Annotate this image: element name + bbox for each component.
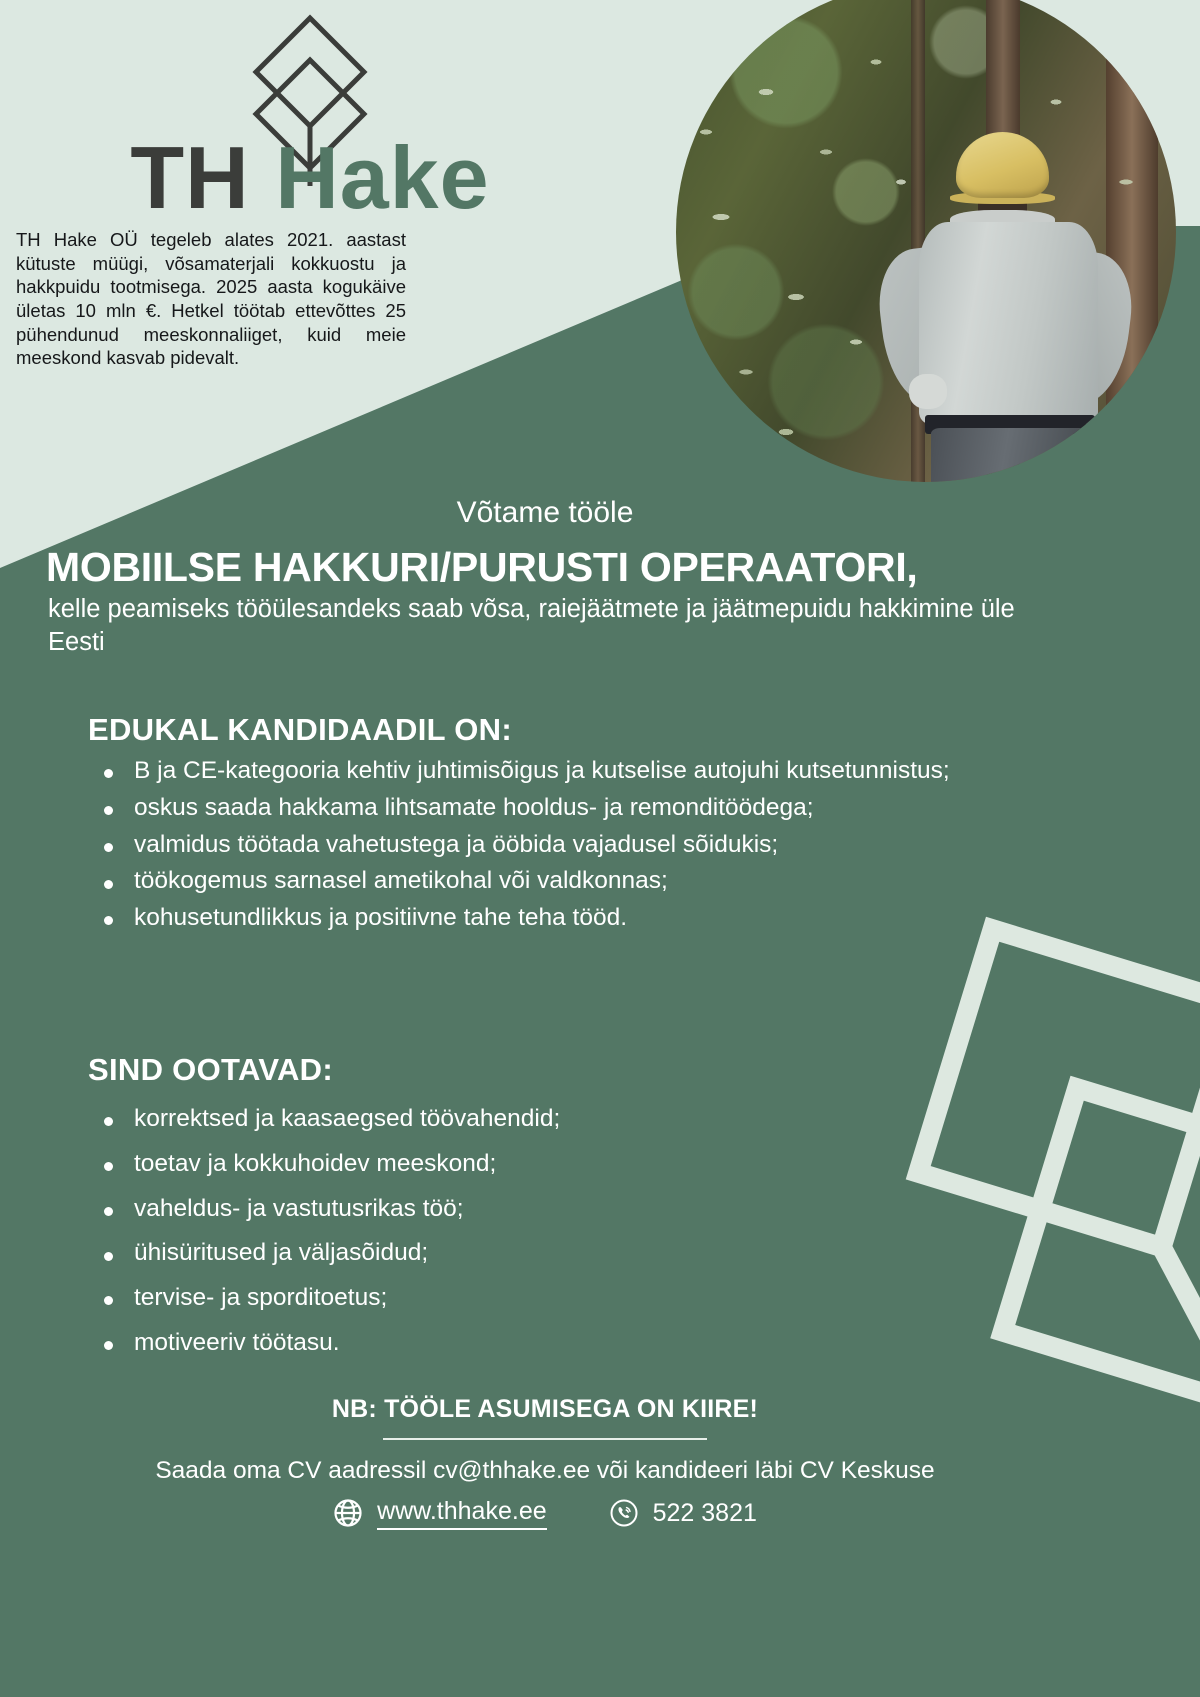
list-item: B ja CE-kategooria kehtiv juhtimisõigus ja kutselise autojuhi kutsetunnistus; [88,754,988,789]
company-intro-text: TH Hake OÜ tegeleb alates 2021. aastast kütuste müügi, võsamaterjali kokkuostu ja hakkpuidu tootmisega. 2025 aasta kogukäive ületas 10 mln €. Hetkel töötab ettevõttes 25 pühendunud meeskonnaliiget, kuid meie meeskond kasvab pidevalt. [16,229,406,369]
yellow-hard-hat-icon [956,132,1049,198]
urgency-notice: NB: TÖÖLE ASUMISEGA ON KIIRE! [331,1395,759,1423]
offers-section [88,1052,908,1371]
worker-photo [676,0,1176,482]
list-item: tervise- ja sporditoetus; [88,1281,908,1316]
list-item: ühisüritused ja väljasõidud; [88,1236,908,1271]
company-intro [16,228,406,370]
job-description: kelle peamiseks tööülesandeks saab võsa, raiejäätmete ja jäätmepuidu hakkimine üle Eesti [48,595,1015,657]
website-url[interactable]: www.thhake.ee [377,1497,547,1530]
contact-row [0,1497,1090,1530]
list-item: motiveeriv töötasu. [88,1326,908,1361]
job-title: MOBIILSE HAKKURI/PURUSTI OPERAATORI, [46,544,918,590]
brand-name-hake: Hake [275,128,490,227]
worker-hand [909,374,946,409]
requirements-heading: EDUKAL KANDIDAADIL ON: [88,712,512,747]
divider [383,1438,707,1440]
list-item: vaheldus- ja vastutusrikas töö; [88,1192,908,1227]
worker-trousers [931,428,1089,482]
worker-figure [866,132,1176,482]
list-item: töökogemus sarnasel ametikohal või valdkonnas; [88,864,988,899]
brand-name-th: TH [130,128,250,227]
list-item: toetav ja kokkuhoidev meeskond; [88,1147,908,1182]
offers-heading: SIND OOTAVAD: [88,1052,333,1087]
headline-block [0,496,1090,660]
requirements-section [88,712,988,938]
offers-list [88,1102,908,1361]
globe-icon [333,1498,363,1528]
footer-block [0,1395,1090,1530]
list-item: korrektsed ja kaasaegsed töövahendid; [88,1102,908,1137]
requirements-list [88,754,988,936]
phone-number[interactable]: 522 3821 [652,1498,757,1527]
phone-circle-icon [609,1498,639,1528]
brand-wordmark [0,128,620,227]
list-item: valmidus töötada vahetustega ja ööbida vajadusel sõidukis; [88,828,988,863]
brand-logo [0,10,620,227]
cv-instructions: Saada oma CV aadressil cv@thhake.ee või kandideeri läbi CV Keskuse [155,1457,935,1484]
phone-contact[interactable] [609,1498,757,1528]
website-contact[interactable] [333,1497,547,1530]
list-item: kohusetundlikkus ja positiivne tahe teha tööd. [88,901,988,936]
list-item: oskus saada hakkama lihtsamate hooldus- ja remonditöödega; [88,791,988,826]
eyebrow-text: Võtame tööle [456,496,634,529]
